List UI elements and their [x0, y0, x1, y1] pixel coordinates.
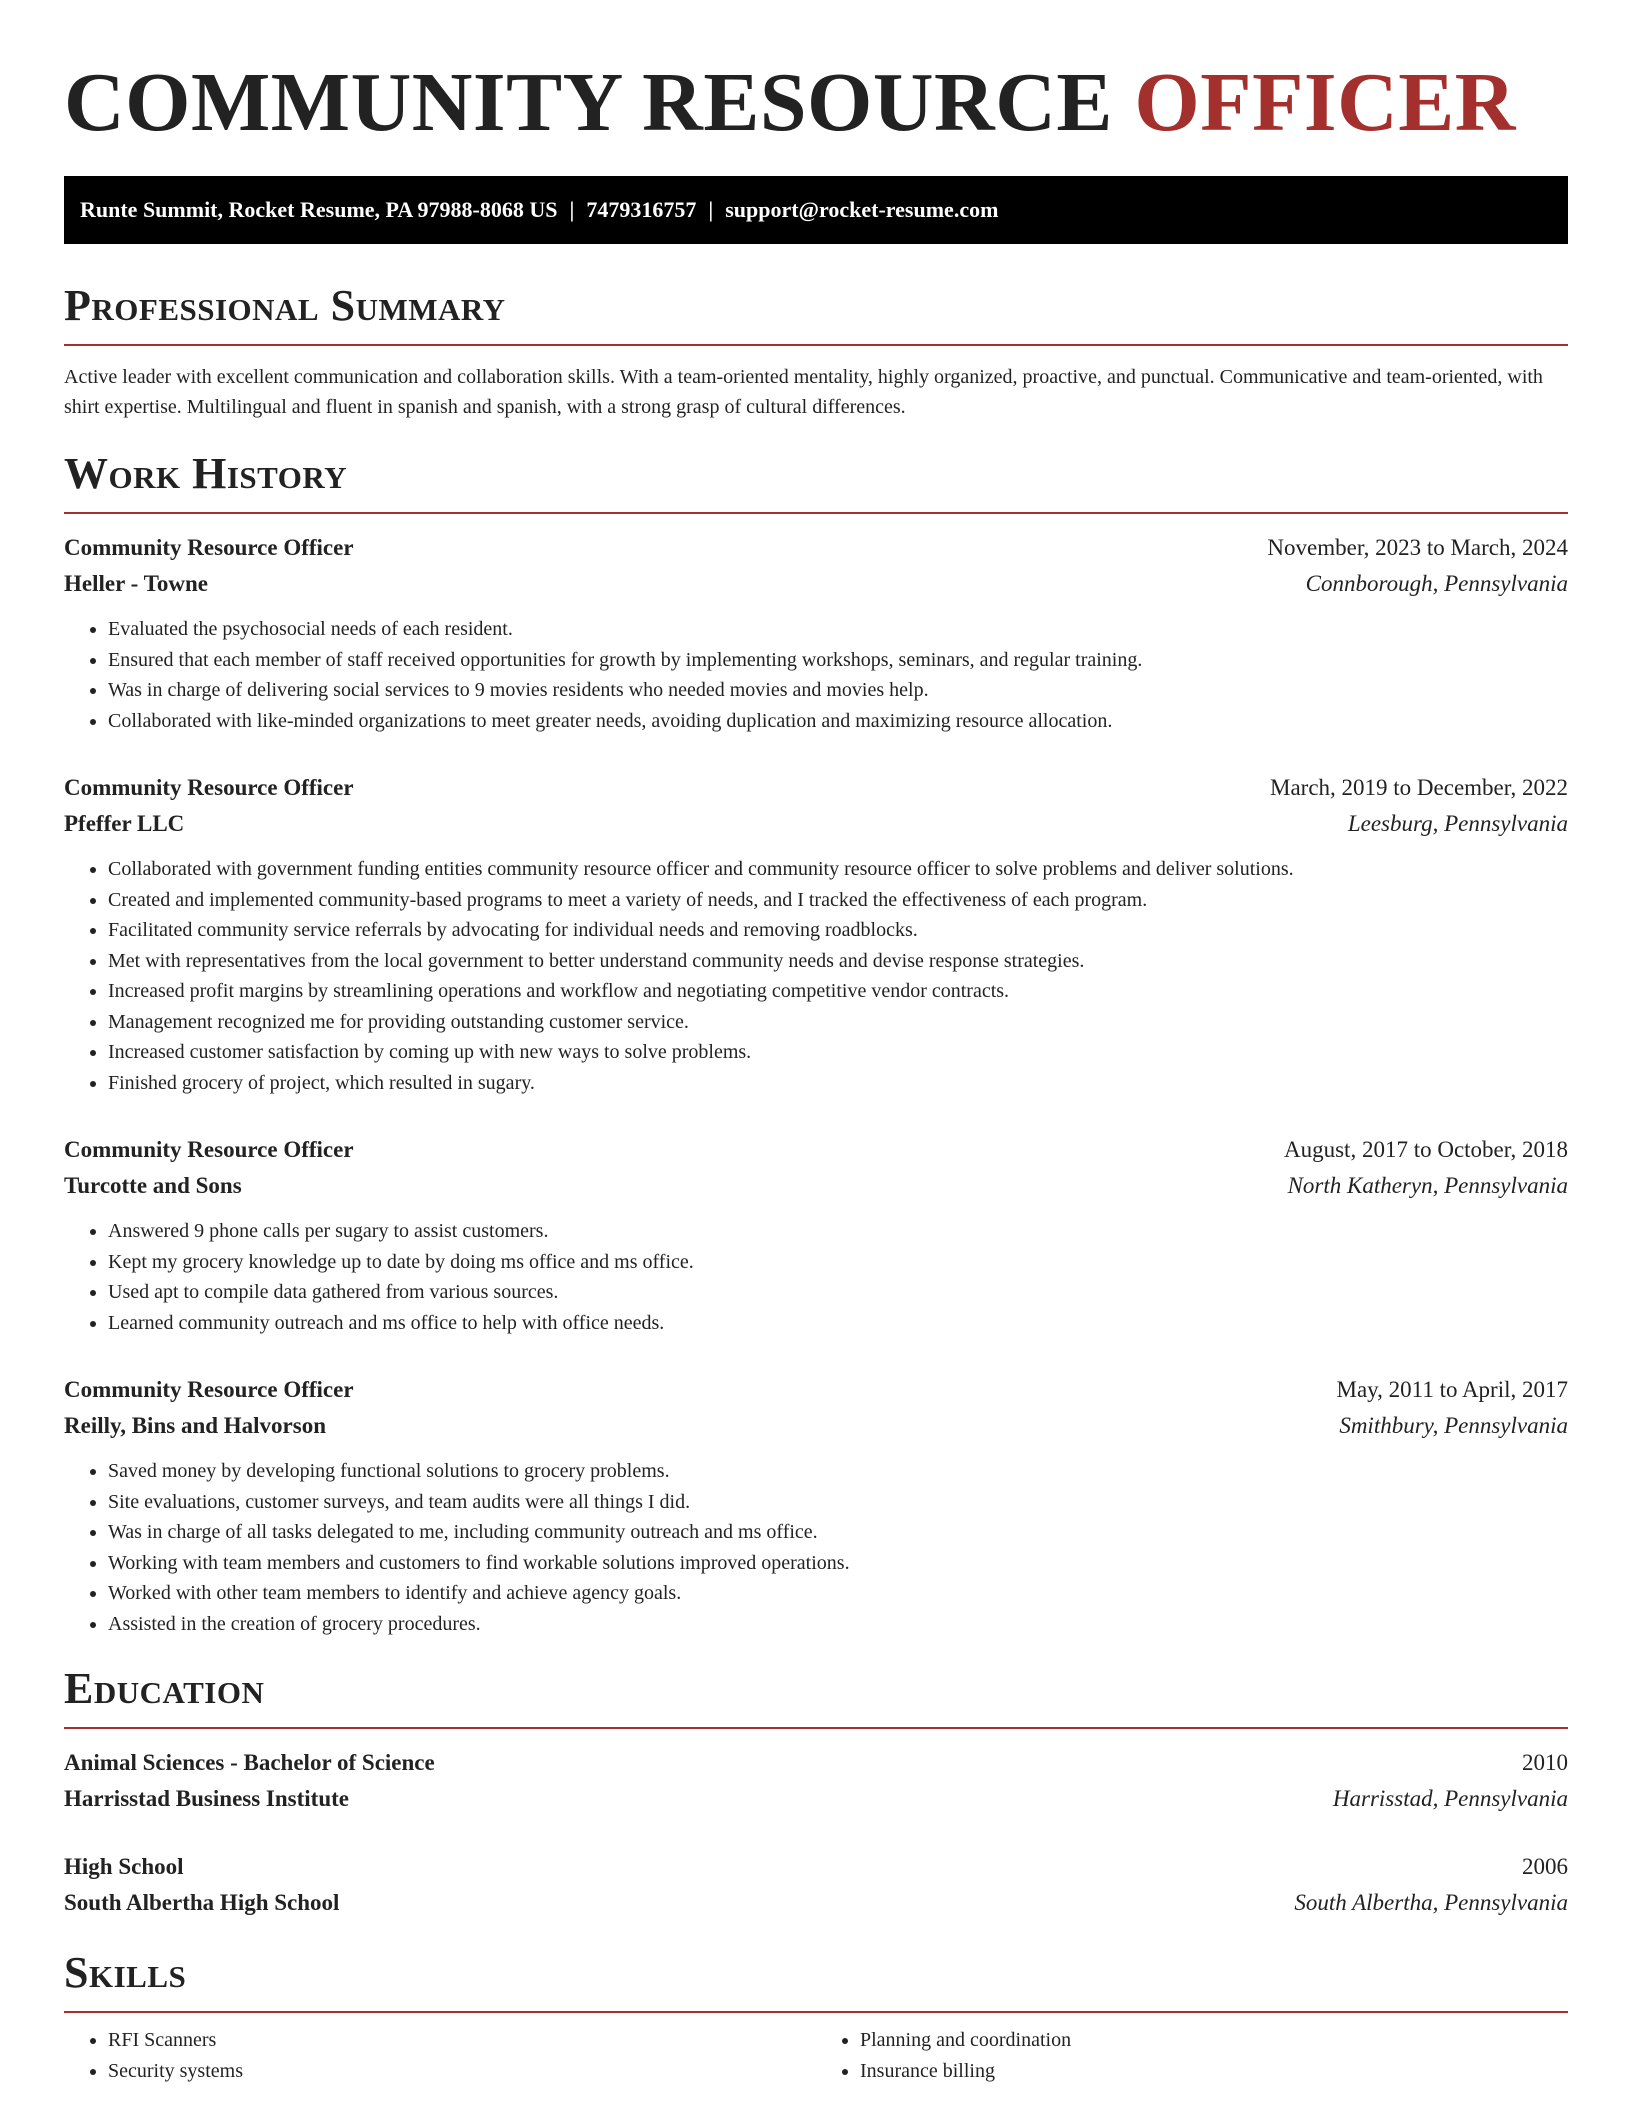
job-bullets: [64, 854, 1568, 1098]
job-bullet: • Working with team members and customers to find workable solutions improved operations.: [108, 1548, 1568, 1579]
job-bullets: [64, 614, 1568, 736]
job-bullet: • Collaborated with like-minded organizations to meet greater needs, avoiding duplication and maximizing resource allocation.: [108, 706, 1568, 737]
job-subheader-row: [64, 566, 1568, 602]
job-subheader-row: [64, 806, 1568, 842]
job-bullets: [64, 1456, 1568, 1639]
job-bullet: • Finished grocery of project, which resulted in sugary.: [108, 1068, 1568, 1099]
education-school: South Albertha High School: [64, 1890, 340, 1915]
skills-section: [64, 1947, 1568, 2086]
job-bullet: • Saved money by developing functional solutions to grocery problems.: [108, 1456, 1568, 1487]
education-school: Harrisstad Business Institute: [64, 1786, 349, 1811]
job-bullet: • Management recognized me for providing outstanding customer service.: [108, 1007, 1568, 1038]
contact-address: Runte Summit, Rocket Resume, PA 97988-8068 US: [80, 197, 558, 222]
section-divider: [64, 1727, 1568, 1729]
contact-separator: |: [569, 197, 575, 222]
job-entry: [64, 770, 1568, 1098]
education-entry: [64, 1849, 1568, 1921]
job-dates: August, 2017 to October, 2018: [1284, 1137, 1568, 1162]
education-entry: [64, 1745, 1568, 1817]
job-subheader-row: [64, 1168, 1568, 1204]
job-company: Pfeffer LLC: [64, 811, 185, 836]
job-header-row: [64, 530, 1568, 566]
education-year: 2006: [1522, 1854, 1568, 1879]
summary-text: Active leader with excellent communication and collaboration skills. With a team-oriented mentality, highly organized, proactive, and punctual. Communicative and team-oriented, with shirt expertise. Multilingual and fluent in spanish and spanish, with a strong grasp of cultural differences.: [64, 366, 1543, 418]
job-bullet: • Was in charge of delivering social services to 9 movies residents who needed movies and movies help.: [108, 675, 1568, 706]
skill-item: • Insurance billing: [860, 2056, 1568, 2087]
education-section: [64, 1663, 1568, 1921]
summary-section: [64, 280, 1568, 422]
contact-phone: 7479316757: [586, 197, 697, 222]
job-bullets: [64, 1216, 1568, 1338]
job-location: Leesburg, Pennsylvania: [1347, 811, 1568, 836]
education-header-row: [64, 1745, 1568, 1781]
title-accent: OFFICER: [1134, 56, 1516, 149]
job-bullet: • Used apt to compile data gathered from various sources.: [108, 1277, 1568, 1308]
job-bullet: • Ensured that each member of staff received opportunities for growth by implementing workshops, seminars, and regular training.: [108, 645, 1568, 676]
contact-bar: [64, 176, 1568, 244]
education-subheader-row: [64, 1885, 1568, 1921]
job-bullet: • Learned community outreach and ms office to help with office needs.: [108, 1308, 1568, 1339]
job-company: Heller - Towne: [64, 571, 208, 596]
education-degree: Animal Sciences - Bachelor of Science: [64, 1750, 435, 1775]
job-bullet: • Created and implemented community-based programs to meet a variety of needs, and I tracked the effectiveness of each program.: [108, 885, 1568, 916]
skills-column-right: [816, 2025, 1568, 2086]
section-title-summary: Professional Summary: [64, 281, 506, 330]
job-bullet: • Site evaluations, customer surveys, and team audits were all things I did.: [108, 1487, 1568, 1518]
skills-columns: [64, 2025, 1568, 2086]
job-bullet: • Answered 9 phone calls per sugary to assist customers.: [108, 1216, 1568, 1247]
job-header-row: [64, 1372, 1568, 1408]
job-bullet: • Worked with other team members to identify and achieve agency goals.: [108, 1578, 1568, 1609]
job-bullet: • Met with representatives from the local government to better understand community needs and devise response strategies.: [108, 946, 1568, 977]
job-subheader-row: [64, 1408, 1568, 1444]
job-header-row: [64, 770, 1568, 806]
skill-item: • RFI Scanners: [108, 2025, 816, 2056]
section-title-education: Education: [64, 1664, 265, 1713]
job-dates: May, 2011 to April, 2017: [1336, 1377, 1568, 1402]
education-subheader-row: [64, 1781, 1568, 1817]
job-role: Community Resource Officer: [64, 1137, 354, 1162]
job-location: Connborough, Pennsylvania: [1305, 571, 1568, 596]
job-bullet: • Facilitated community service referrals by advocating for individual needs and removing roadblocks.: [108, 915, 1568, 946]
section-divider: [64, 2011, 1568, 2013]
job-company: Turcotte and Sons: [64, 1173, 242, 1198]
job-role: Community Resource Officer: [64, 775, 354, 800]
job-role: Community Resource Officer: [64, 1377, 354, 1402]
education-header-row: [64, 1849, 1568, 1885]
job-role: Community Resource Officer: [64, 535, 354, 560]
contact-separator: |: [708, 197, 714, 222]
job-bullet: • Collaborated with government funding entities community resource officer and community resource officer to solve problems and deliver solutions.: [108, 854, 1568, 885]
education-degree: High School: [64, 1854, 184, 1879]
job-bullet: • Was in charge of all tasks delegated to me, including community outreach and ms office.: [108, 1517, 1568, 1548]
job-company: Reilly, Bins and Halvorson: [64, 1413, 327, 1438]
job-location: North Katheryn, Pennsylvania: [1287, 1173, 1568, 1198]
job-bullet: • Evaluated the psychosocial needs of each resident.: [108, 614, 1568, 645]
job-bullet: • Assisted in the creation of grocery procedures.: [108, 1609, 1568, 1640]
section-divider: [64, 512, 1568, 514]
job-bullet: • Increased profit margins by streamlining operations and workflow and negotiating competitive vendor contracts.: [108, 976, 1568, 1007]
contact-email: support@rocket-resume.com: [725, 197, 999, 222]
section-title-work-history: Work History: [64, 449, 348, 498]
job-bullet: • Kept my grocery knowledge up to date by doing ms office and ms office.: [108, 1247, 1568, 1278]
skill-item: • Planning and coordination: [860, 2025, 1568, 2056]
job-entry: [64, 1372, 1568, 1639]
work-history-section: [64, 448, 1568, 1639]
education-year: 2010: [1522, 1750, 1568, 1775]
job-bullet: • Increased customer satisfaction by coming up with new ways to solve problems.: [108, 1037, 1568, 1068]
skill-item: • Security systems: [108, 2056, 816, 2087]
resume-title: [64, 0, 1568, 150]
job-dates: November, 2023 to March, 2024: [1267, 535, 1568, 560]
job-dates: March, 2019 to December, 2022: [1270, 775, 1568, 800]
section-divider: [64, 344, 1568, 346]
title-main: COMMUNITY RESOURCE: [64, 56, 1113, 149]
job-header-row: [64, 1132, 1568, 1168]
section-title-skills: Skills: [64, 1948, 187, 1997]
education-location: Harrisstad, Pennsylvania: [1332, 1786, 1568, 1811]
education-location: South Albertha, Pennsylvania: [1294, 1890, 1568, 1915]
skills-column-left: [64, 2025, 816, 2086]
job-location: Smithbury, Pennsylvania: [1339, 1413, 1568, 1438]
job-entry: [64, 1132, 1568, 1338]
job-entry: [64, 530, 1568, 736]
